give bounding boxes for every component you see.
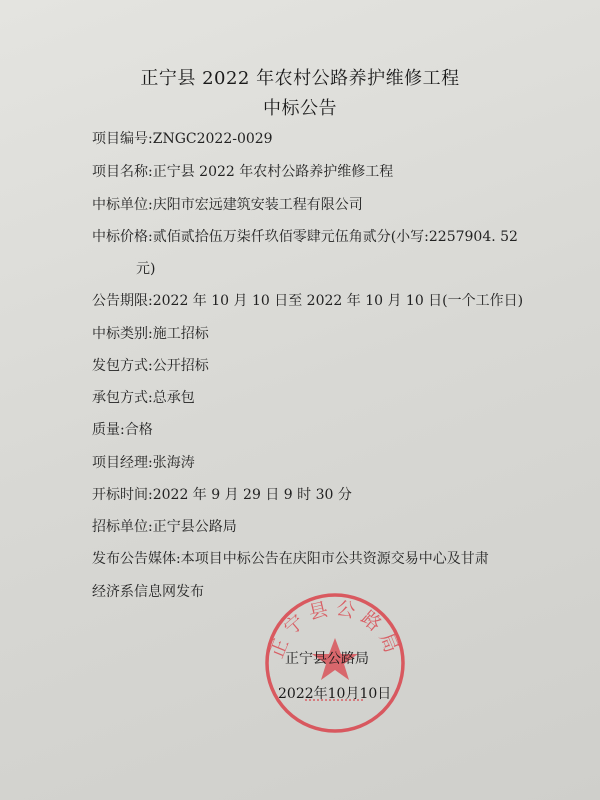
field-value: 张海涛 [152,455,195,471]
field-value: 2022 年 10 月 10 日至 2022 年 10 月 10 日(一个工作日) [152,293,524,309]
field-value: ZNGC2022-0029 [152,131,273,147]
field-bid-category [92,325,562,343]
field-tender-method [92,357,562,375]
field-label: 项目名称: [92,164,153,180]
field-label: 项目经理: [92,455,153,471]
field-value: 合格 [124,422,153,438]
field-value: 总承包 [152,390,195,406]
field-winning-price-continuation: 元) [136,261,156,277]
field-label: 开标时间: [92,487,153,503]
field-value: 2022 年 9 月 29 日 9 时 30 分 [152,487,352,503]
field-label: 中标类别: [92,326,153,342]
field-value: 庆阳市宏远建筑安装工程有限公司 [152,197,363,213]
field-winning-bidder [92,196,562,214]
field-label: 中标单位: [92,197,153,213]
field-label: 承包方式: [92,390,153,406]
field-label: 发布公告媒体: [92,551,181,567]
field-project-name [92,163,562,181]
field-notice-period [92,292,562,310]
field-value: 贰佰贰拾伍万柒仟玖佰零肆元伍角贰分(小写:2257904. 52 [152,229,518,245]
field-project-manager [92,454,562,472]
field-label: 公告期限: [92,293,153,309]
signature-date: 2022年10月10日 [278,686,392,702]
field-label: 质量: [92,422,125,438]
field-value: 本项目中标公告在庆阳市公共资源交易中心及甘肃 [180,551,489,567]
field-value: 施工招标 [152,326,209,342]
field-value: 正宁县公路局 [152,519,237,535]
field-value: 公开招标 [152,358,209,374]
field-winning-price [92,228,562,246]
field-quality [92,421,562,439]
field-label: 项目编号: [92,131,153,147]
field-project-number [92,130,562,148]
field-bid-opening-time [92,486,562,504]
field-tendering-unit [92,518,562,536]
field-contract-method [92,389,562,407]
field-label: 中标价格: [92,229,153,245]
announcement-title: 正宁县 2022 年农村公路养护维修工程 [140,68,460,89]
seal-text: 正宁县公路局 [265,597,405,662]
field-publishing-media [92,550,562,568]
announcement-subtitle: 中标公告 [263,98,337,119]
signature-organization: 正宁县公路局 [285,651,369,667]
field-publishing-media-continuation: 经济系信息网发布 [92,584,204,600]
field-label: 发包方式: [92,358,153,374]
field-value: 正宁县 2022 年农村公路养护维修工程 [152,164,394,180]
field-label: 招标单位: [92,519,153,535]
